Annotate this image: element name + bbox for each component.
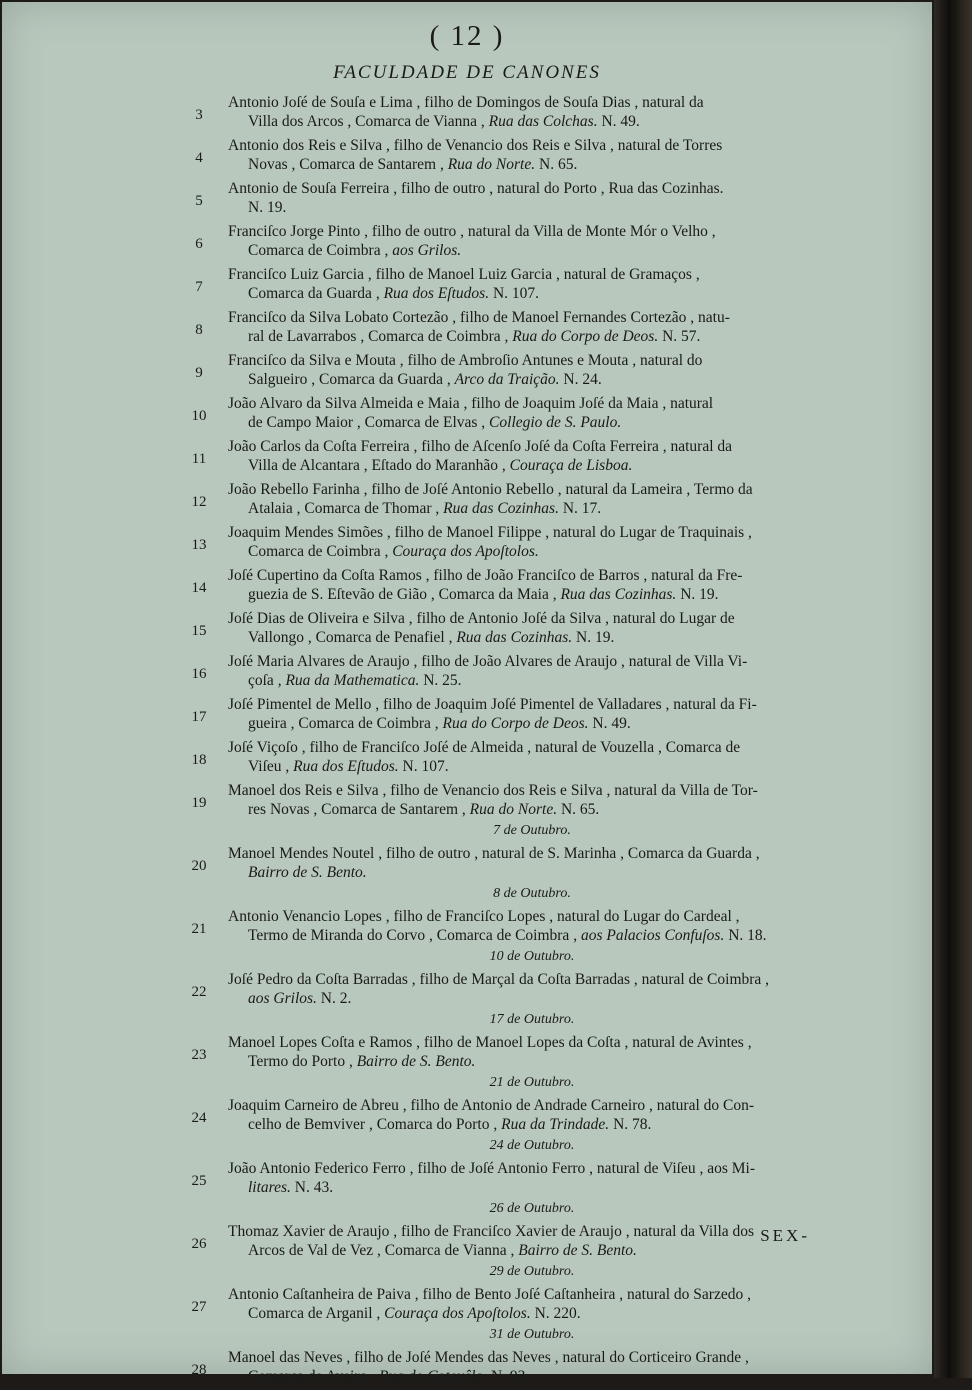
entry-line-1: João Carlos da Coſta Ferreira , filho de Aſcenſo Joſé da Coſta Ferreira , natural da xyxy=(228,438,733,455)
entry-line-1: Franciſco Luiz Garcia , filho de Manoel Luiz Garcia , natural de Gramaços , xyxy=(228,266,700,283)
entry-address: Couraça de Lisboa. xyxy=(509,457,633,474)
entry-address: Bairro de S. Bento. xyxy=(518,1242,637,1259)
entry-line-1: Antonio Venancio Lopes , filho de Franciſco Lopes , natural do Lugar do Cardeal , xyxy=(228,908,740,925)
entry-line-2 xyxy=(248,113,856,131)
entry-line-1: Thomaz Xavier de Araujo , filho de Franciſco Xavier de Araujo , natural da Villa dos xyxy=(228,1223,755,1240)
entry-line-1: Antonio de Souſa Ferreira , filho de outro , natural do Porto , Rua das Cozinhas. xyxy=(228,180,724,197)
entry-address: aos Grilos. xyxy=(248,990,317,1007)
entry-line-2 xyxy=(248,500,856,518)
entry-number: 15 xyxy=(191,623,207,639)
entry-text: Termo do Porto , xyxy=(248,1053,357,1070)
entry-text: N. 65. xyxy=(557,801,600,818)
entry-address: Rua da Trindade. xyxy=(501,1116,610,1133)
date-line: 26 de Outubro. xyxy=(489,1201,575,1216)
entry-line-1: João Antonio Federico Ferro , filho de Joſé Antonio Ferro , natural de Viſeu , aos Mi- xyxy=(228,1160,755,1177)
entry-line-2 xyxy=(248,199,856,217)
entry-line-1: Joaquim Mendes Simões , filho de Manoel Filippe , natural do Lugar de Traquinais , xyxy=(228,524,752,541)
entry-number: 7 xyxy=(195,279,203,295)
entry-address: Rua do Corpo de Deos. xyxy=(512,328,659,345)
list-item xyxy=(2,393,932,436)
entry-address: Rua da Mathematica. xyxy=(285,672,420,689)
entry-text: Comarca de Coimbra , xyxy=(248,242,393,259)
section-heading: FACULDADE DE CANONES xyxy=(333,62,601,83)
student-list xyxy=(2,92,932,1390)
entry-text: N. 49. xyxy=(597,113,640,130)
entry-text: res Novas , Comarca de Santarem , xyxy=(248,801,470,818)
list-item xyxy=(2,1032,932,1075)
entry-text: N. 24. xyxy=(559,371,602,388)
entry-line-2 xyxy=(248,864,856,882)
list-item xyxy=(2,565,932,608)
entry-number: 16 xyxy=(191,666,207,682)
entry-number: 10 xyxy=(191,408,207,424)
entry-text: N. 19. xyxy=(676,586,719,603)
entry-line-1: Manoel dos Reis e Silva , filho de Venancio dos Reis e Silva , natural da Villa de Tor- xyxy=(228,782,758,799)
entry-text: Novas , Comarca de Santarem , xyxy=(248,156,448,173)
entry-line-1: Joſé Pimentel de Mello , filho de Joaquim Joſé Pimentel de Valladares , natural da Fi- xyxy=(228,696,757,713)
entry-line-2 xyxy=(248,715,856,733)
date-line: 8 de Outubro. xyxy=(493,886,571,901)
entry-line-2 xyxy=(248,328,856,346)
list-item xyxy=(2,92,932,135)
entry-number: 6 xyxy=(195,236,203,252)
entry-number: 8 xyxy=(195,322,203,338)
entry-address: Couraça dos Apoſtolos. xyxy=(384,1305,531,1322)
list-item xyxy=(2,135,932,178)
catchword: SEX- xyxy=(760,1226,810,1245)
list-item xyxy=(2,178,932,221)
entry-address: Rua das Colchas. xyxy=(488,113,598,130)
list-item xyxy=(2,522,932,565)
list-item xyxy=(2,307,932,350)
entry-number: 17 xyxy=(191,709,207,725)
entry-address: Rua do Corpo de Deos. xyxy=(442,715,589,732)
entry-line-2 xyxy=(248,1116,856,1134)
entry-line-2 xyxy=(248,1368,856,1386)
entry-text: N. 49. xyxy=(588,715,631,732)
entry-line-1: Joſé Cupertino da Coſta Ramos , filho de João Franciſco de Barros , natural da Fre- xyxy=(228,567,743,584)
entry-number: 5 xyxy=(195,193,203,209)
entry-text: N. 93. xyxy=(487,1368,530,1385)
date-line: 17 de Outubro. xyxy=(489,1012,575,1027)
date-line: 24 de Outubro. xyxy=(489,1138,575,1153)
list-item xyxy=(2,479,932,522)
list-item xyxy=(2,694,932,737)
entry-address: Couraça dos Apoſtolos. xyxy=(392,543,539,560)
entry-line-2 xyxy=(248,1305,856,1323)
list-item xyxy=(2,221,932,264)
entry-address: aos Grilos. xyxy=(392,242,462,259)
entry-text: N. 107. xyxy=(489,285,540,302)
list-item xyxy=(2,843,932,886)
list-item xyxy=(2,1347,932,1390)
entry-address: Arco da Traição. xyxy=(454,371,560,388)
entry-number: 9 xyxy=(195,365,203,381)
entry-number: 27 xyxy=(191,1299,207,1315)
entry-address: Rua do Norte. xyxy=(469,801,558,818)
entry-text: N. 19. xyxy=(572,629,615,646)
entry-text: Comarca de Aveiro , xyxy=(248,1368,379,1385)
list-item xyxy=(2,1095,932,1138)
entry-line-2 xyxy=(248,927,856,945)
list-item xyxy=(2,264,932,307)
entry-text: celho de Bemviver , Comarca do Porto , xyxy=(248,1116,502,1133)
entry-number: 21 xyxy=(191,921,207,937)
entry-text: N. 43. xyxy=(290,1179,334,1196)
entry-line-2 xyxy=(248,586,856,604)
entry-line-1: João Alvaro da Silva Almeida e Maia , filho de Joaquim Joſé da Maia , natural xyxy=(228,395,714,412)
date-line: 29 de Outubro. xyxy=(489,1264,575,1279)
entry-line-2 xyxy=(248,672,856,690)
entry-line-1: Manoel Mendes Noutel , filho de outro , natural de S. Marinha , Comarca da Guarda , xyxy=(228,845,760,862)
entry-address: Rua do Norte. xyxy=(447,156,536,173)
entry-line-2 xyxy=(248,457,856,475)
entry-number: 18 xyxy=(191,752,207,768)
entry-number: 4 xyxy=(195,150,203,166)
entry-address: Rua das Cozinhas. xyxy=(456,629,573,646)
list-item xyxy=(2,737,932,780)
entry-text: Viſeu , xyxy=(248,758,294,775)
date-line: 10 de Outubro. xyxy=(489,949,575,964)
entry-number: 3 xyxy=(195,107,203,123)
list-item xyxy=(2,969,932,1012)
date-line: 31 de Outubro. xyxy=(489,1327,575,1342)
entry-line-1: Franciſco da Silva e Mouta , filho de Ambroſio Antunes e Mouta , natural do xyxy=(228,352,703,369)
entry-line-1: Manoel Lopes Coſta e Ramos , filho de Manoel Lopes da Coſta , natural de Avintes , xyxy=(228,1034,752,1051)
entry-number: 23 xyxy=(191,1047,207,1063)
list-item xyxy=(2,350,932,393)
book-spine xyxy=(934,0,972,1378)
entry-address: Collegio de S. Paulo. xyxy=(489,414,622,431)
entry-line-2 xyxy=(248,629,856,647)
entry-line-2 xyxy=(248,371,856,389)
entry-line-2 xyxy=(248,543,856,561)
entry-number: 26 xyxy=(191,1236,207,1252)
entry-text: N. 18. xyxy=(724,927,767,944)
entry-text: Vallongo , Comarca de Penafiel , xyxy=(248,629,457,646)
entry-number: 14 xyxy=(191,580,207,596)
entry-text: Comarca da Guarda , xyxy=(248,285,384,302)
list-item xyxy=(2,906,932,949)
entry-number: 25 xyxy=(191,1173,207,1189)
entry-line-2 xyxy=(248,1053,856,1071)
list-item xyxy=(2,436,932,479)
entry-line-2 xyxy=(248,990,856,1008)
entry-line-2 xyxy=(248,285,856,303)
entry-text: Termo de Miranda do Corvo , Comarca de Coimbra , xyxy=(248,927,581,944)
list-item xyxy=(2,651,932,694)
entry-number: 13 xyxy=(191,537,207,553)
entry-line-2 xyxy=(248,801,856,819)
list-item xyxy=(2,608,932,651)
entry-number: 11 xyxy=(191,451,207,467)
entry-text: N. 65. xyxy=(535,156,578,173)
entry-text: çoſa , xyxy=(248,672,286,689)
entry-text: Villa de Alcantara , Eſtado do Maranhão , xyxy=(248,457,510,474)
page-number: ( 12 ) xyxy=(429,20,505,52)
entry-address: litares. xyxy=(248,1179,291,1196)
entry-line-1: Antonio Joſé de Souſa e Lima , filho de Domingos de Souſa Dias , natural da xyxy=(228,94,704,111)
entry-line-1: Antonio Caſtanheira de Paiva , filho de Bento Joſé Caſtanheira , natural do Sarzedo , xyxy=(228,1286,751,1303)
entry-text: Comarca de Arganil , xyxy=(248,1305,385,1322)
entry-text: Atalaia , Comarca de Thomar , xyxy=(248,500,444,517)
list-item xyxy=(2,1158,932,1201)
entry-text: N. 57. xyxy=(658,328,701,345)
entry-line-1: Franciſco Jorge Pinto , filho de outro , natural da Villa de Monte Mór o Velho , xyxy=(228,223,716,240)
entry-line-2 xyxy=(248,414,856,432)
entry-text: Arcos de Val de Vez , Comarca de Vianna , xyxy=(248,1242,519,1259)
entry-address: Bairro de S. Bento. xyxy=(356,1053,476,1070)
entry-address: Bairro de S. Bento. xyxy=(248,864,367,881)
entry-text: N. 25. xyxy=(419,672,462,689)
entry-number: 24 xyxy=(191,1110,207,1126)
entry-text: Salgueiro , Comarca da Guarda , xyxy=(248,371,455,388)
entry-line-2 xyxy=(248,242,856,260)
list-item xyxy=(2,780,932,823)
entry-text: ral de Lavarrabos , Comarca de Coimbra , xyxy=(248,328,513,345)
entry-address: Rua dos Eſtudos. xyxy=(293,758,399,775)
entry-text: guezia de S. Eſtevão de Gião , Comarca da Maia , xyxy=(248,586,561,603)
entry-text: N. 107. xyxy=(398,758,449,775)
entry-line-1: Manoel das Neves , filho de Joſé Mendes das Neves , natural do Corticeiro Grande , xyxy=(228,1349,749,1366)
entry-line-1: Joſé Dias de Oliveira e Silva , filho de Antonio Joſé da Silva , natural do Lugar de xyxy=(228,610,735,627)
entry-line-1: João Rebello Farinha , filho de Joſé Antonio Rebello , natural da Lameira , Termo da xyxy=(228,481,753,498)
entry-number: 12 xyxy=(191,494,207,510)
date-line: 7 de Outubro. xyxy=(493,823,571,838)
entry-line-1: Franciſco da Silva Lobato Cortezão , filho de Manoel Fernandes Cortezão , natu- xyxy=(228,309,730,326)
entry-line-1: Antonio dos Reis e Silva , filho de Venancio dos Reis e Silva , natural de Torres xyxy=(228,137,723,154)
entry-number: 22 xyxy=(191,984,207,1000)
entry-address: Rua das Cozinhas. xyxy=(560,586,677,603)
entry-number: 20 xyxy=(191,858,207,874)
entry-address: Rua dos Eſtudos. xyxy=(383,285,490,302)
entry-line-2 xyxy=(248,758,856,776)
entry-line-1: Joſé Maria Alvares de Araujo , filho de João Alvares de Araujo , natural de Villa Vi- xyxy=(228,653,748,670)
entry-text: Comarca de Coimbra , xyxy=(248,543,393,560)
entry-number: 19 xyxy=(191,795,207,811)
entry-address: Rua das Cozinhas. xyxy=(443,500,559,517)
entry-text: N. 2. xyxy=(316,990,352,1007)
entry-line-2 xyxy=(248,156,856,174)
entry-text: N. 19. xyxy=(248,199,287,216)
entry-line-1: Joſé Viçoſo , filho de Franciſco Joſé de Almeida , natural de Vouzella , Comarca de xyxy=(228,739,741,756)
entry-address: aos Palacios Confuſos. xyxy=(580,927,725,944)
entry-text: N. 78. xyxy=(609,1116,652,1133)
date-line: 21 de Outubro. xyxy=(489,1075,575,1090)
entry-line-2 xyxy=(248,1179,856,1197)
entry-text: Villa dos Arcos , Comarca de Vianna , xyxy=(248,113,489,130)
entry-text: N. 17. xyxy=(558,500,602,517)
entry-line-1: Joaquim Carneiro de Abreu , filho de Antonio de Andrade Carneiro , natural do Con- xyxy=(228,1097,755,1114)
entry-address: Rua do Cotovêlo. xyxy=(379,1368,488,1385)
entry-text: gueira , Comarca de Coimbra , xyxy=(248,715,443,732)
entry-number: 28 xyxy=(191,1362,207,1378)
entry-text: N. 220. xyxy=(530,1305,581,1322)
entry-line-1: Joſé Pedro da Coſta Barradas , filho de Marçal da Coſta Barradas , natural de Coimbra , xyxy=(228,971,770,988)
entry-text: de Campo Maior , Comarca de Elvas , xyxy=(248,414,490,431)
book-page xyxy=(2,2,932,1385)
list-item xyxy=(2,1284,932,1327)
